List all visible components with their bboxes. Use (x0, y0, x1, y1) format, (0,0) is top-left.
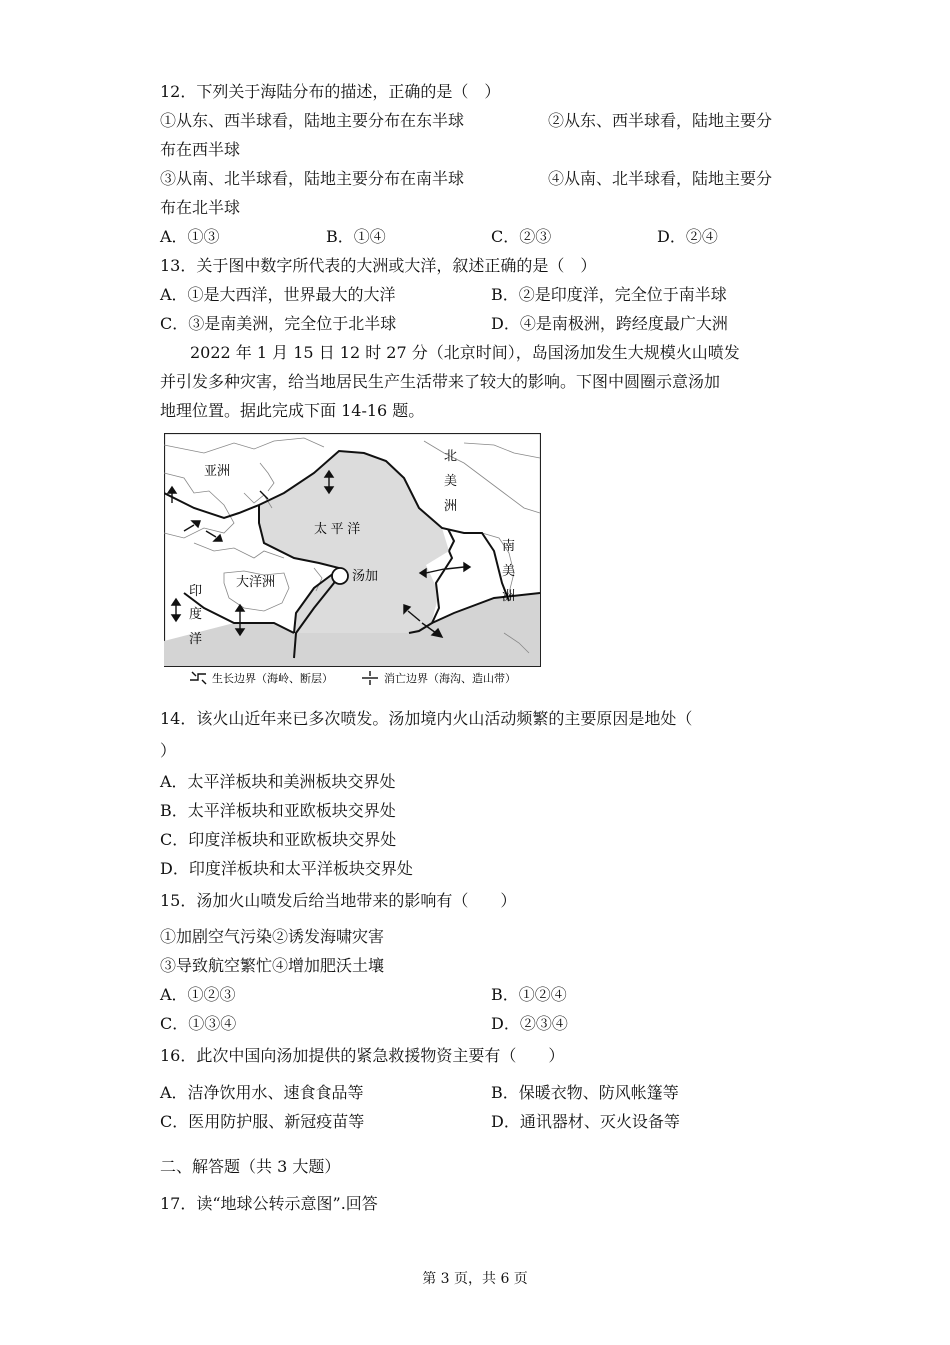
map-label-indian-ocean-3: 洋 (189, 631, 203, 646)
q14-stem-cont: ） (160, 741, 177, 760)
q13-option-d: D．④是南极洲，跨经度最广大洲 (491, 314, 728, 333)
q15-stem: 15．汤加火山喷发后给当地带来的影响有（ ） (160, 891, 517, 910)
legend-subduction-boundary: 消亡边界（海沟、造山带） (384, 673, 516, 685)
q12-statement-3: ③从南、北半球看，陆地主要分布在南半球 (160, 169, 465, 188)
q15-statements-2: ③导致航空繁忙④增加肥沃土壤 (160, 956, 385, 975)
map-label-south-america-3: 洲 (502, 588, 516, 603)
q13-option-c: C．③是南美洲，完全位于北半球 (160, 314, 397, 333)
map-label-indian-ocean-2: 度 (189, 606, 203, 621)
q14-option-a: A．太平洋板块和美洲板块交界处 (160, 772, 396, 791)
map-label-tonga: 汤加 (352, 568, 379, 583)
q17-stem: 17．读“地球公转示意图”.回答 (160, 1194, 378, 1213)
q15-option-b: B．①②④ (491, 985, 567, 1004)
passage-line-3: 地理位置。据此完成下面 14-16 题。 (160, 401, 425, 420)
passage-line-2: 并引发多种灾害，给当地居民生产生活带来了较大的影响。下图中圆圈示意汤加 (160, 372, 721, 391)
q16-option-d: D．通讯器材、灭火设备等 (491, 1112, 680, 1131)
map-label-north-america-1: 北 (444, 448, 458, 463)
section-2-heading: 二、解答题（共 3 大题） (160, 1157, 341, 1176)
q15-statements-1: ①加剧空气污染②诱发海啸灾害 (160, 927, 385, 946)
q13-option-b: B．②是印度洋，完全位于南半球 (491, 285, 727, 304)
page-footer: 第 3 页，共 6 页 (422, 1271, 528, 1287)
legend-growth-boundary: 生长边界（海岭、断层） (212, 673, 333, 685)
q13-option-a: A．①是大西洋，世界最大的大洋 (160, 285, 396, 304)
q12-stem: 12．下列关于海陆分布的描述，正确的是（ ） (160, 82, 501, 101)
growth-boundary-symbol (190, 672, 206, 684)
q12-option-c: C．②③ (491, 227, 552, 246)
q14-stem: 14．该火山近年来已多次喷发。汤加境内火山活动频繁的主要原因是地处（ (160, 709, 693, 728)
map-label-north-america-3: 洲 (444, 498, 458, 513)
q12-statement-1: ①从东、西半球看，陆地主要分布在东半球 (160, 111, 465, 130)
q16-stem: 16．此次中国向汤加提供的紧急救援物资主要有（ ） (160, 1046, 565, 1065)
q13-stem: 13．关于图中数字所代表的大洲或大洋，叙述正确的是（ ） (160, 256, 597, 275)
map-label-asia: 亚洲 (204, 463, 231, 478)
q14-option-c: C．印度洋板块和亚欧板块交界处 (160, 830, 397, 849)
q12-statement-2: ②从东、西半球看，陆地主要分 (548, 111, 773, 130)
map-label-south-america-1: 南 (502, 538, 516, 553)
map-legend (186, 668, 546, 688)
map-label-oceania: 大洋洲 (236, 574, 276, 589)
map-label-south-america-2: 美 (502, 563, 516, 578)
q12-option-d: D．②④ (657, 227, 718, 246)
q12-statement-4-cont: 布在北半球 (160, 198, 241, 217)
q12-option-a: A．①③ (160, 227, 220, 246)
q16-option-c: C．医用防护服、新冠疫苗等 (160, 1112, 365, 1131)
q12-statement-2-cont: 布在西半球 (160, 140, 241, 159)
map-label-pacific: 太 平 洋 (314, 521, 361, 536)
passage-line-1: 2022 年 1 月 15 日 12 时 27 分（北京时间），岛国汤加发生大规模火山喷发 (190, 343, 740, 362)
subduction-boundary-symbol (362, 671, 378, 685)
q16-option-b: B．保暖衣物、防风帐篷等 (491, 1083, 679, 1102)
q15-option-d: D．②③④ (491, 1014, 568, 1033)
q14-option-b: B．太平洋板块和亚欧板块交界处 (160, 801, 396, 820)
plate-map (164, 433, 541, 667)
q16-option-a: A．洁净饮用水、速食食品等 (160, 1083, 364, 1102)
q12-statement-4: ④从南、北半球看，陆地主要分 (548, 169, 773, 188)
map-label-north-america-2: 美 (444, 473, 458, 488)
q15-option-a: A．①②③ (160, 985, 236, 1004)
map-label-indian-ocean-1: 印 (189, 583, 203, 598)
q12-option-b: B．①④ (326, 227, 386, 246)
q14-option-d: D．印度洋板块和太平洋板块交界处 (160, 859, 413, 878)
q15-option-c: C．①③④ (160, 1014, 237, 1033)
